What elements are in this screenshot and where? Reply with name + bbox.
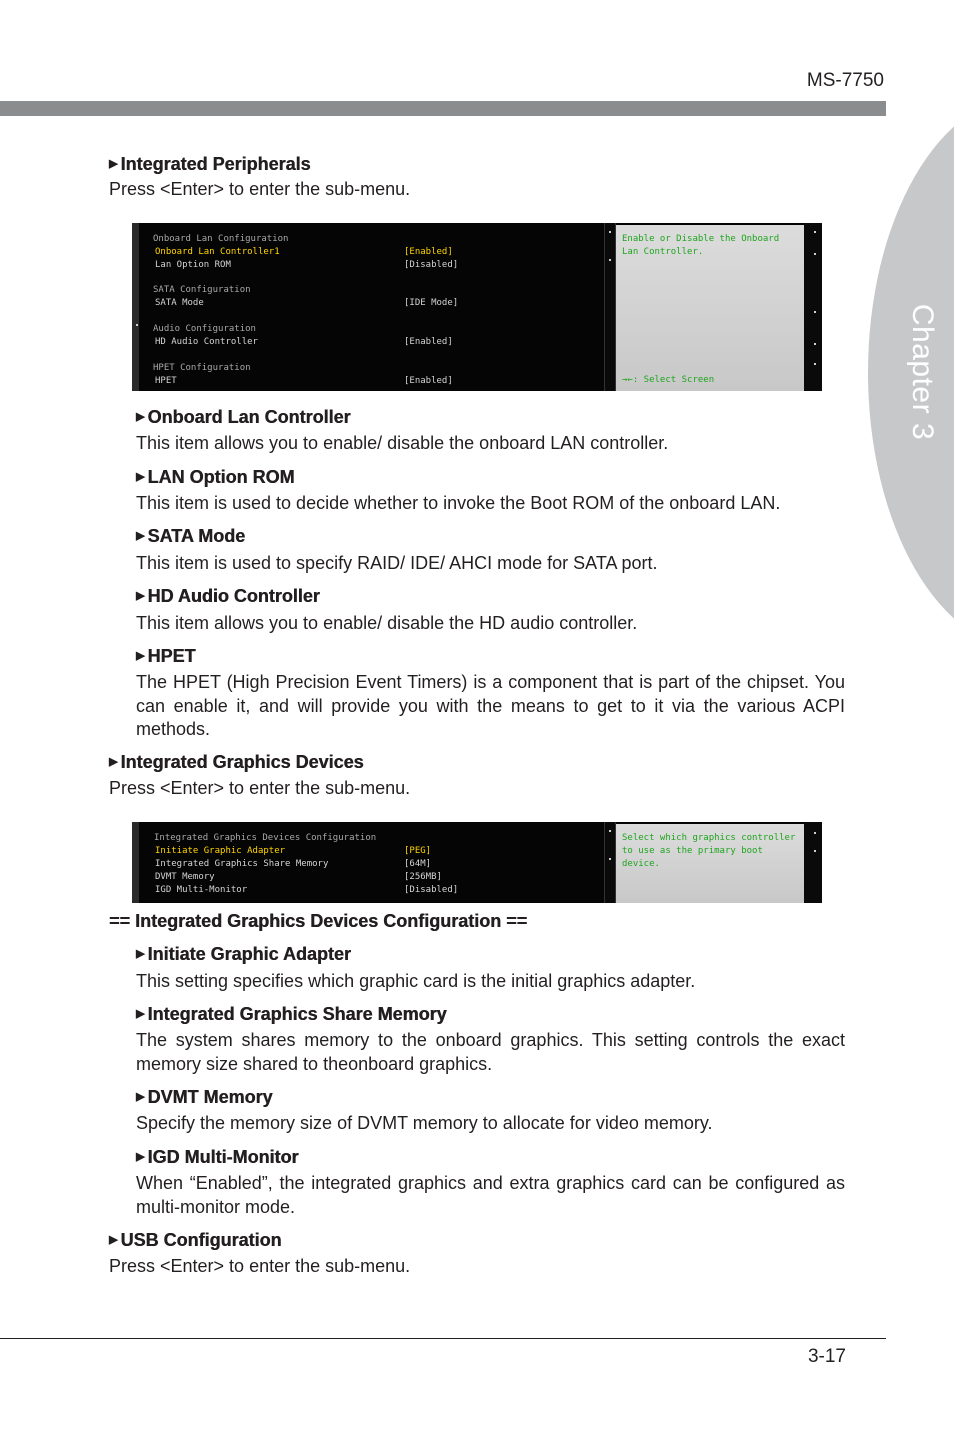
bios-item-label[interactable]: SATA Mode xyxy=(155,298,204,308)
chapter-tab-label: Chapter 3 xyxy=(906,303,939,441)
heading-text: HD Audio Controller xyxy=(147,586,320,606)
bios-item-label[interactable]: HPET xyxy=(155,376,177,386)
bullet-triangle-icon: ▶ xyxy=(109,158,118,170)
bios-item-value[interactable]: [Enabled] xyxy=(404,337,453,347)
heading-sata-mode xyxy=(136,526,245,547)
bullet-triangle-icon: ▶ xyxy=(136,530,145,542)
bios-help-text: Enable or Disable the Onboard xyxy=(622,234,780,244)
bullet-triangle-icon: ▶ xyxy=(136,948,145,960)
bios-item-value-selected[interactable]: [PEG] xyxy=(404,846,432,856)
bullet-triangle-icon: ▶ xyxy=(136,590,145,602)
heading-dvmt-memory xyxy=(136,1087,272,1108)
heading-usb-configuration xyxy=(109,1230,281,1251)
desc-sata-mode: This item is used to specify RAID/ IDE/ AHCI mode for SATA port. xyxy=(136,553,658,573)
bios-help-panel xyxy=(616,824,804,903)
bios-item-label[interactable]: Lan Option ROM xyxy=(155,260,231,270)
heading-initiate-graphic-adapter xyxy=(136,944,351,965)
bios-section-title: Onboard Lan Configuration xyxy=(153,234,289,244)
bios-item-value[interactable]: [64M] xyxy=(404,859,432,869)
bios-item-value-selected[interactable]: [Enabled] xyxy=(404,247,453,257)
model-number: MS-7750 xyxy=(806,70,884,91)
desc-hpet: The HPET (High Precision Event Timers) is a component that is part of the chipset. You can enable it, and will provide you with the means to get to it via the various ACPI methods. xyxy=(136,672,845,739)
heading-onboard-lan-controller xyxy=(136,407,350,428)
heading-text: Initiate Graphic Adapter xyxy=(147,944,351,964)
bios-item-label[interactable]: HD Audio Controller xyxy=(155,337,258,347)
heading-hpet xyxy=(136,646,195,667)
bios-item-label-selected[interactable]: Onboard Lan Controller1 xyxy=(155,247,280,257)
heading-text: DVMT Memory xyxy=(147,1087,273,1107)
bullet-triangle-icon: ▶ xyxy=(136,1091,145,1103)
bullet-triangle-icon: ▶ xyxy=(136,471,145,483)
bios-section-title: SATA Configuration xyxy=(153,285,251,295)
bios-item-label[interactable]: IGD Multi-Monitor xyxy=(155,885,248,895)
bios-item-value[interactable]: [256MB] xyxy=(404,872,442,882)
page-number: 3-17 xyxy=(807,1346,846,1367)
igd-config-title: == Integrated Graphics Devices Configuration == xyxy=(109,911,528,931)
bullet-triangle-icon: ▶ xyxy=(136,650,145,662)
bios-help-nav: →←: Select Screen xyxy=(622,375,715,385)
heading-text: LAN Option ROM xyxy=(147,467,295,487)
desc-initiate-graphic-adapter: This setting specifies which graphic card is the initial graphics adapter. xyxy=(136,971,696,991)
bios-right-edge xyxy=(804,822,822,903)
bios-right-edge xyxy=(804,223,822,391)
bios-pane-divider xyxy=(604,822,616,903)
bullet-triangle-icon: ▶ xyxy=(136,1008,145,1020)
bios-section-title: Audio Configuration xyxy=(153,324,256,334)
bios-help-text: to use as the primary boot xyxy=(622,846,763,856)
desc-dvmt-memory: Specify the memory size of DVMT memory to allocate for video memory. xyxy=(136,1113,713,1133)
desc-hd-audio-controller: This item allows you to enable/ disable the HD audio controller. xyxy=(136,613,638,633)
bios-item-label[interactable]: DVMT Memory xyxy=(155,872,215,882)
bios-help-text: device. xyxy=(622,859,660,869)
bullet-triangle-icon: ▶ xyxy=(136,411,145,423)
heading-lan-option-rom xyxy=(136,467,294,488)
heading-text: Integrated Graphics Devices xyxy=(120,752,364,772)
desc-integrated-peripherals: Press <Enter> to enter the sub-menu. xyxy=(109,179,411,199)
footer-rule xyxy=(0,1338,886,1339)
heading-text: USB Configuration xyxy=(120,1230,282,1250)
bios-screenshot-peripherals xyxy=(132,223,822,391)
bullet-triangle-icon: ▶ xyxy=(109,756,118,768)
desc-integrated-graphics-devices: Press <Enter> to enter the sub-menu. xyxy=(109,778,411,798)
heading-integrated-graphics-share-memory xyxy=(136,1004,447,1025)
header-bar xyxy=(0,101,886,116)
heading-integrated-graphics-devices xyxy=(109,752,364,773)
bullet-triangle-icon: ▶ xyxy=(136,1151,145,1163)
heading-igd-multi-monitor xyxy=(136,1147,298,1168)
bios-item-value[interactable]: [IDE Mode] xyxy=(404,298,459,308)
heading-integrated-peripherals xyxy=(109,154,311,175)
bullet-triangle-icon: ▶ xyxy=(109,1234,118,1246)
desc-onboard-lan-controller: This item allows you to enable/ disable the onboard LAN controller. xyxy=(136,433,669,453)
bios-pane-divider xyxy=(604,223,616,391)
bios-help-panel xyxy=(616,225,804,391)
bios-help-text: Select which graphics controller xyxy=(622,833,796,843)
heading-text: SATA Mode xyxy=(147,526,246,546)
desc-igd-multi-monitor: When “Enabled”, the integrated graphics and extra graphics card can be configured as multi-monitor mode. xyxy=(136,1173,845,1217)
bios-item-value[interactable]: [Enabled] xyxy=(404,376,453,386)
bios-item-label[interactable]: Integrated Graphics Share Memory xyxy=(155,859,329,869)
desc-integrated-graphics-share-memory: The system shares memory to the onboard graphics. This setting controls the exact memory size shared to theonboard graphics. xyxy=(136,1030,845,1074)
bios-item-value[interactable]: [Disabled] xyxy=(404,260,459,270)
bios-section-title: Integrated Graphics Devices Configuration xyxy=(154,833,377,843)
heading-text: Integrated Graphics Share Memory xyxy=(147,1004,447,1024)
desc-usb-configuration: Press <Enter> to enter the sub-menu. xyxy=(109,1256,411,1276)
heading-text: IGD Multi-Monitor xyxy=(147,1147,299,1167)
heading-text: HPET xyxy=(147,646,196,666)
heading-hd-audio-controller xyxy=(136,586,320,607)
bios-section-title: HPET Configuration xyxy=(153,363,251,373)
bios-help-text: Lan Controller. xyxy=(622,247,704,257)
heading-text: Onboard Lan Controller xyxy=(147,407,351,427)
bios-item-value[interactable]: [Disabled] xyxy=(404,885,459,895)
desc-lan-option-rom: This item is used to decide whether to invoke the Boot ROM of the onboard LAN. xyxy=(136,493,781,513)
bios-item-label-selected[interactable]: Initiate Graphic Adapter xyxy=(155,846,286,856)
heading-text: Integrated Peripherals xyxy=(120,154,311,174)
bios-screenshot-graphics xyxy=(132,822,822,903)
